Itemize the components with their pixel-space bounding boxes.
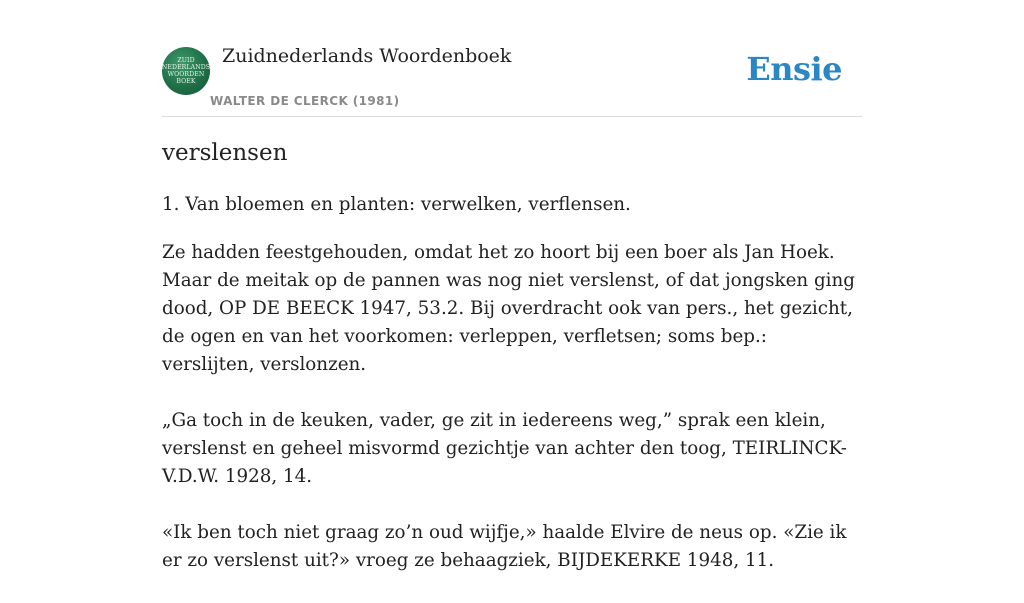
- definition: 1. Van bloemen en planten: verwelken, verflensen.: [162, 194, 631, 215]
- dictionary-logo[interactable]: [162, 47, 210, 95]
- logo-line: NEDERLANDS: [161, 64, 211, 71]
- citation-paragraph: «Ik ben toch niet graag zo’n oud wijfje,» haalde Elvire de neus op. «Zie ik er zo verslenst uit?» vroeg ze behaagziek, BIJDEKERKE 1948, 11.: [162, 522, 847, 571]
- citations: [162, 239, 862, 603]
- citation-paragraph: Ze hadden feestgehouden, omdat het zo hoort bij een boer als Jan Hoek. Maar de meitak op de pannen was nog niet verslenst, of dat jongsken ging dood, OP DE BEECK 1947, 53.2. Bij overdracht ook van pers., het gezicht, de ogen en van het voorkomen: verleppen, verfletsen; soms bep.: verslijten, verslonzen.: [162, 242, 856, 375]
- logo-line: BOEK: [176, 78, 196, 85]
- source-header: [162, 0, 862, 117]
- logo-line: ZUID: [177, 57, 195, 64]
- entry-page: [161, 0, 862, 571]
- citation-paragraph: „Ga toch in de keuken, vader, ge zit in iedereens weg,” sprak een klein, verslenst en geheel misvormd gezichtje van achter den toog, TEIRLINCK-V.D.W. 1928, 14.: [162, 410, 847, 487]
- logo-line: WOORDEN: [167, 71, 205, 78]
- ensie-brand-link[interactable]: Ensie: [746, 50, 842, 88]
- source-author-year: WALTER DE CLERCK (1981): [210, 94, 400, 108]
- headword: verslensen: [162, 140, 288, 166]
- source-title-link[interactable]: Zuidnederlands Woordenboek: [222, 45, 512, 67]
